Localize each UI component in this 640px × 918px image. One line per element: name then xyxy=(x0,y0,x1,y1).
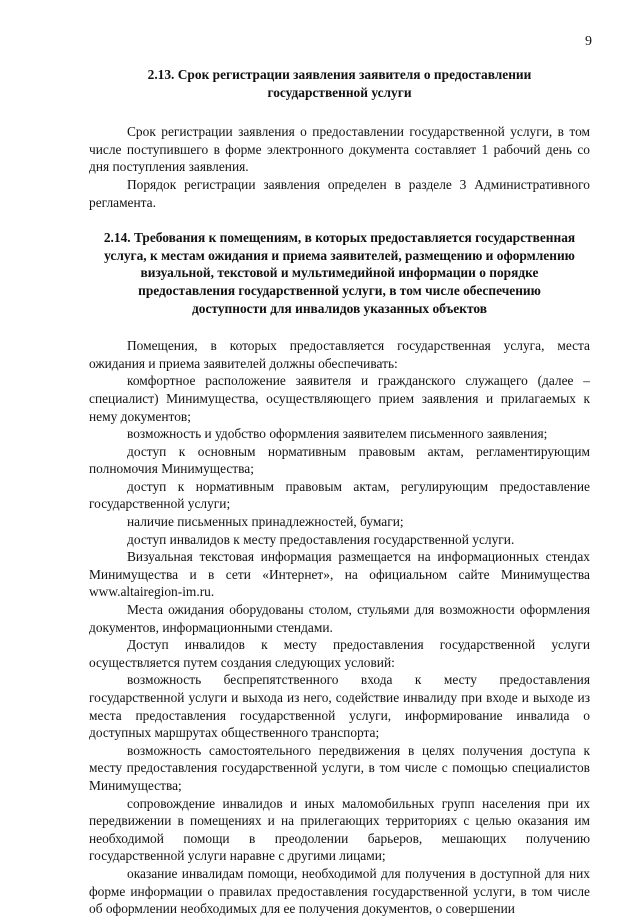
paragraph: Доступ инвалидов к месту предоставления государственной услуги осуществляется путем создания следующих условий: xyxy=(89,637,590,670)
paragraph: возможность беспрепятственного входа к месту предоставления государственной услуги и выхода из него, содействие инвалиду при входе и выходе из места предоставления государственной услуги, информирование инвалида о доступных маршрутах общественного транспорта; xyxy=(89,672,590,741)
heading-line: услуга, к местам ожидания и приема заявителей, размещению и оформлению xyxy=(104,247,575,263)
heading-line: предоставления государственной услуги, в том числе обеспечению xyxy=(138,282,541,298)
paragraph: доступ к основным нормативным правовым актам, регламентирующим полномочия Минимущества; xyxy=(89,443,590,477)
paragraph: наличие письменных принадлежностей, бумаги; xyxy=(127,514,404,530)
paragraph: Порядок регистрации заявления определен в разделе 3 Административного регламента. xyxy=(89,176,590,210)
paragraph: доступ инвалидов к месту предоставления государственной услуги. xyxy=(127,531,515,547)
heading-line: визуальной, текстовой и мультимедийной информации о порядке xyxy=(140,265,539,281)
page-content xyxy=(89,66,590,918)
paragraph: Места ожидания оборудованы столом, стульями для возможности оформления документов, информационными стендами. xyxy=(89,602,590,635)
paragraph: возможность и удобство оформления заявителем письменного заявления; xyxy=(127,426,548,442)
paragraph: Визуальная текстовая информация размещается на информационных стендах Минимущества и в сети «Интернет», на официальном сайте Минимущества www.altairegion-im.ru. xyxy=(89,549,590,600)
paragraph: Срок регистрации заявления о предоставлении государственной услуги, в том числе поступившего в форме электронного документа составляет 1 рабочий день со дня поступления заявления. xyxy=(89,124,590,175)
section-heading-2-14 xyxy=(89,229,590,317)
paragraph: оказание инвалидам помощи, необходимой для получения в доступной для них форме информации о правилах предоставления государственной услуги, в том числе об оформлении необходимых для ее получения документов, о совершении xyxy=(89,865,590,917)
heading-line: доступности для инвалидов указанных объектов xyxy=(192,300,487,316)
paragraph: возможность самостоятельного передвижения в целях получения доступа к месту предоставления государственной услуги, в том числе с помощью специалистов Минимущества; xyxy=(89,742,590,793)
heading-line: 2.13. Срок регистрации заявления заявителя о предоставлении xyxy=(147,67,532,82)
heading-line: 2.14. Требования к помещениям, в которых предоставляется государственная xyxy=(103,230,576,246)
section-heading-2-13 xyxy=(89,66,590,101)
heading-line: государственной услуги xyxy=(267,84,412,100)
page-number: 9 xyxy=(585,34,592,49)
paragraph: доступ к нормативным правовым актам, регулирующим предоставление государственной услуги; xyxy=(89,478,590,512)
paragraph: Помещения, в которых предоставляется государственная услуга, места ожидания и приема заявителей должны обеспечивать: xyxy=(89,338,590,371)
paragraph: сопровождение инвалидов и иных маломобильных групп населения при их передвижении в помещениях и на прилегающих территориях с целью оказания им необходимой помощи в преодолении барьеров, мешающих получению государственной услуги наравне с другими лицами; xyxy=(89,795,590,864)
paragraph: комфортное расположение заявителя и гражданского служащего (далее – специалист) Минимущества, осуществляющего прием заявления и прилагаемых к нему документов; xyxy=(89,373,590,424)
